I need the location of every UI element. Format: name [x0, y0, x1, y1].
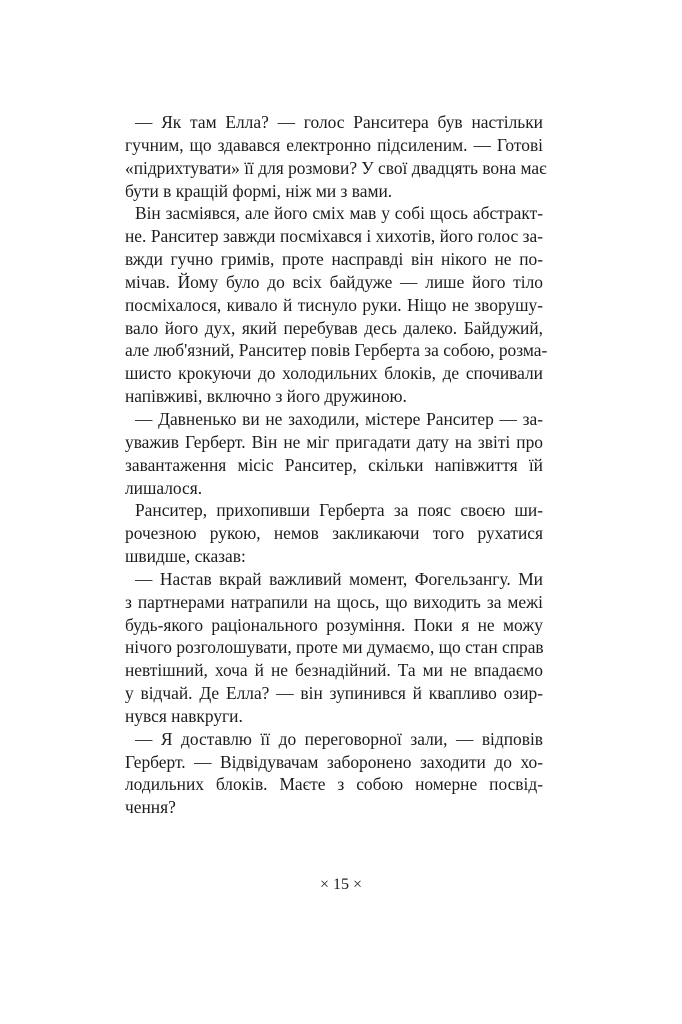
text-line: невтішний, хоча й не безнадійний. Та ми не впадаємо [125, 660, 543, 681]
text-line: швидше, сказав: [125, 546, 246, 567]
text-line: завантаження місіс Ранситер, скільки напівжиття їй [125, 454, 543, 475]
text-line: лишалося. [125, 477, 203, 498]
text-line: лодильних блоків. Маєте з собою номерне посвід- [125, 774, 543, 795]
text-line: не. Ранситер завжди посміхався і хихотів, його голос за- [125, 226, 543, 247]
text-line: мічав. Йому було до всіх байдуже — лише його тіло [125, 271, 543, 292]
text-line: вало його дух, який перебував десь далеко. Байдужий, [125, 317, 543, 338]
text-line: — Я доставлю її до переговорної зали, — відповів [135, 728, 543, 749]
text-line: нувся навкруги. [125, 705, 243, 726]
text-line: — Настав вкрай важливий момент, Фогельзангу. Ми [135, 568, 543, 589]
text-line: — Як там Елла? — голос Ранситера був настільки [135, 112, 543, 132]
text-line: бути в кращій формі, ніж ми з вами. [125, 180, 393, 201]
text-line: уважив Герберт. Він не міг пригадати дату на звіті про [125, 431, 543, 452]
text-line: Він засміявся, але його сміх мав у собі щось абстракт- [135, 203, 543, 224]
text-line: гучним, що здавався електронно підсиленим. — Готові [125, 134, 543, 155]
text-line: — Давненько ви не заходили, містере Ранситер — за- [135, 408, 543, 429]
text-line: «підрихтувати» її для розмови? У свої двадцять вона має [125, 157, 547, 178]
text-line: Ранситер, прихопивши Герберта за пояс своєю ши- [135, 500, 543, 521]
text-line: будь-якого раціонального розуміння. Поки я не можу [125, 614, 543, 635]
text-line: вжди гучно гримів, проте насправді він нікого не по- [125, 249, 543, 270]
body-text [125, 111, 548, 819]
text-line: Герберт. — Відвідувачам заборонено заходити до хо- [125, 751, 543, 772]
text-line: шисто крокуючи до холодильних блоків, де спочивали [125, 363, 543, 384]
text-line: напівживі, включно з його дружиною. [125, 386, 407, 407]
text-line: з партнерами натрапили на щось, що виходить за межі [125, 591, 543, 612]
text-line: нічого розголошувати, проте ми думаємо, що стан справ [125, 637, 544, 658]
text-line: але люб'язний, Ранситер повів Герберта за собою, розма- [125, 340, 548, 361]
page-number: × 15 × [319, 876, 363, 893]
text-line: у відчай. Де Елла? — він зупинився й квапливо озир- [125, 683, 543, 704]
text-line: чення? [125, 797, 176, 818]
text-line: рочезною рукою, немов закликаючи того рухатися [125, 523, 543, 544]
text-line: посміхалося, кивало й тиснуло руки. Ніщо не зворушу- [125, 294, 543, 315]
